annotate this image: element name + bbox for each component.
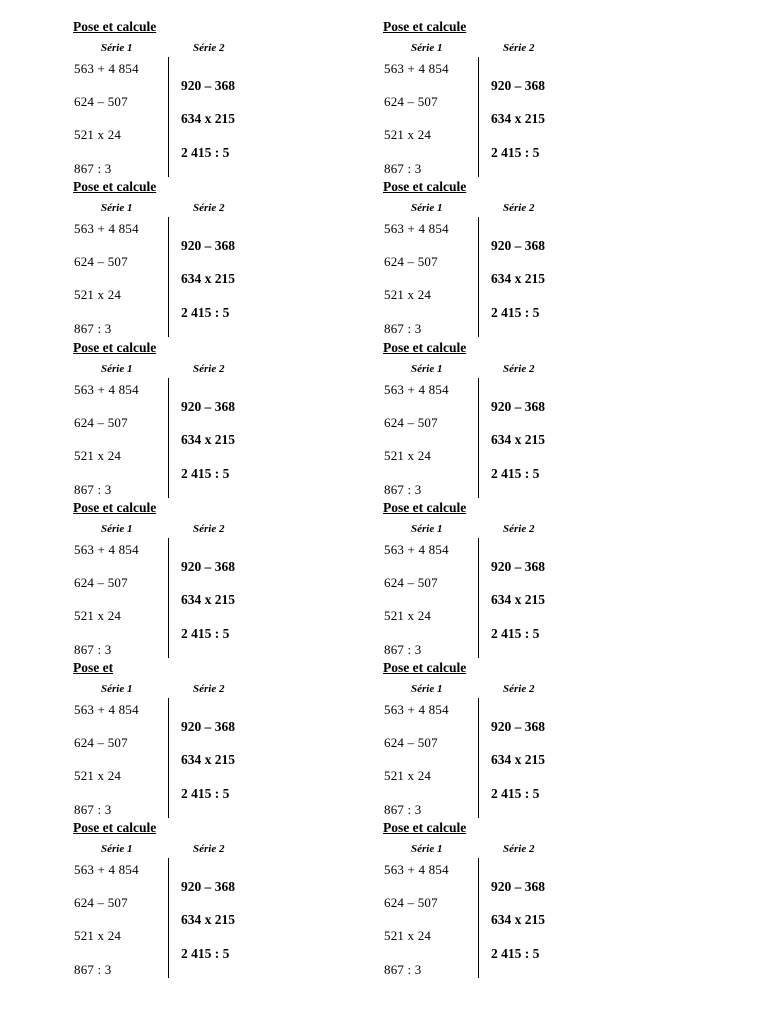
exercise-card: [383, 179, 683, 339]
serie-1-operation: 624 – 507: [74, 575, 128, 590]
serie-2-operation: 634 x 215: [181, 592, 235, 607]
serie-1-operation: 563 + 4 854: [74, 702, 139, 717]
exercise-card: [383, 660, 683, 820]
serie-2-operation: 2 415 : 5: [491, 626, 540, 641]
serie-1-operation: 521 x 24: [74, 608, 122, 623]
column-divider: [168, 858, 169, 978]
serie-1-operation: 867 : 3: [384, 642, 422, 657]
serie-1-operation: 624 – 507: [74, 94, 128, 109]
serie-1-operation: 867 : 3: [384, 161, 422, 176]
serie-2-operation: 920 – 368: [181, 559, 235, 574]
card-title: Pose et calcule: [73, 19, 157, 34]
serie-2-header: Série 2: [193, 683, 225, 695]
serie-2-header: Série 2: [193, 843, 225, 855]
serie-2-header: Série 2: [193, 202, 225, 214]
serie-2-operation: 920 – 368: [181, 238, 235, 253]
exercise-card: [73, 19, 373, 179]
column-divider: [478, 858, 479, 978]
serie-2-operation: 920 – 368: [491, 719, 545, 734]
serie-2-operation: 2 415 : 5: [181, 145, 230, 160]
serie-2-header: Série 2: [193, 523, 225, 535]
serie-1-operation: 563 + 4 854: [74, 862, 139, 877]
serie-1-header: Série 1: [411, 523, 443, 535]
exercise-card: [73, 820, 373, 980]
serie-1-operation: 521 x 24: [74, 287, 122, 302]
exercise-card: [383, 19, 683, 179]
card-title: Pose et calcule: [383, 340, 467, 355]
serie-1-operation: 563 + 4 854: [384, 862, 449, 877]
serie-1-operation: 563 + 4 854: [74, 61, 139, 76]
serie-1-operation: 563 + 4 854: [384, 542, 449, 557]
serie-1-operation: 624 – 507: [74, 895, 128, 910]
serie-2-operation: 920 – 368: [181, 879, 235, 894]
serie-1-header: Série 1: [101, 843, 133, 855]
serie-1-operation: 563 + 4 854: [384, 221, 449, 236]
serie-1-operation: 624 – 507: [74, 254, 128, 269]
serie-2-operation: 634 x 215: [181, 271, 235, 286]
serie-2-header: Série 2: [503, 523, 535, 535]
serie-1-operation: 624 – 507: [384, 94, 438, 109]
exercise-card: [73, 660, 373, 820]
serie-1-operation: 624 – 507: [384, 254, 438, 269]
card-title: Pose et calcule: [73, 500, 157, 515]
serie-1-header: Série 1: [101, 202, 133, 214]
serie-2-operation: 634 x 215: [491, 432, 545, 447]
serie-1-operation: 624 – 507: [74, 735, 128, 750]
exercise-card: [383, 500, 683, 660]
serie-1-operation: 867 : 3: [74, 962, 112, 977]
serie-2-operation: 2 415 : 5: [491, 145, 540, 160]
serie-1-operation: 521 x 24: [384, 287, 432, 302]
card-title: Pose et calcule: [73, 179, 157, 194]
serie-1-operation: 563 + 4 854: [74, 542, 139, 557]
serie-1-operation: 867 : 3: [74, 482, 112, 497]
column-divider: [478, 698, 479, 818]
serie-1-header: Série 1: [411, 42, 443, 54]
serie-1-operation: 867 : 3: [74, 161, 112, 176]
serie-2-operation: 634 x 215: [181, 432, 235, 447]
serie-1-operation: 563 + 4 854: [384, 61, 449, 76]
serie-1-operation: 563 + 4 854: [74, 382, 139, 397]
serie-1-operation: 624 – 507: [384, 415, 438, 430]
serie-2-operation: 2 415 : 5: [181, 305, 230, 320]
serie-1-header: Série 1: [101, 363, 133, 375]
serie-1-header: Série 1: [101, 523, 133, 535]
serie-1-operation: 521 x 24: [74, 768, 122, 783]
column-divider: [168, 57, 169, 177]
column-divider: [168, 698, 169, 818]
serie-2-operation: 634 x 215: [491, 111, 545, 126]
serie-2-header: Série 2: [193, 42, 225, 54]
exercise-card: [73, 340, 373, 500]
serie-2-operation: 634 x 215: [491, 271, 545, 286]
serie-2-operation: 634 x 215: [491, 912, 545, 927]
serie-1-header: Série 1: [411, 363, 443, 375]
serie-1-operation: 867 : 3: [74, 802, 112, 817]
column-divider: [478, 378, 479, 498]
exercise-card: [73, 500, 373, 660]
serie-2-operation: 920 – 368: [181, 399, 235, 414]
exercise-card: [383, 340, 683, 500]
serie-2-header: Série 2: [503, 683, 535, 695]
card-title: Pose et calcule: [383, 820, 467, 835]
serie-2-operation: 920 – 368: [491, 78, 545, 93]
serie-2-operation: 2 415 : 5: [491, 946, 540, 961]
serie-1-header: Série 1: [101, 42, 133, 54]
serie-1-operation: 624 – 507: [384, 735, 438, 750]
serie-2-operation: 634 x 215: [491, 592, 545, 607]
serie-1-operation: 563 + 4 854: [384, 382, 449, 397]
serie-2-operation: 920 – 368: [181, 719, 235, 734]
serie-1-operation: 521 x 24: [384, 768, 432, 783]
serie-1-operation: 867 : 3: [74, 642, 112, 657]
serie-1-header: Série 1: [411, 202, 443, 214]
column-divider: [478, 57, 479, 177]
serie-2-header: Série 2: [503, 843, 535, 855]
column-divider: [478, 217, 479, 337]
card-title: Pose et calcule: [383, 660, 467, 675]
column-divider: [168, 538, 169, 658]
serie-1-operation: 563 + 4 854: [384, 702, 449, 717]
serie-1-operation: 521 x 24: [74, 127, 122, 142]
serie-1-operation: 867 : 3: [384, 962, 422, 977]
serie-2-operation: 634 x 215: [181, 912, 235, 927]
serie-1-operation: 624 – 507: [384, 575, 438, 590]
serie-2-operation: 920 – 368: [491, 559, 545, 574]
serie-2-operation: 2 415 : 5: [491, 786, 540, 801]
column-divider: [478, 538, 479, 658]
column-divider: [168, 378, 169, 498]
serie-2-operation: 634 x 215: [491, 752, 545, 767]
serie-1-operation: 521 x 24: [384, 448, 432, 463]
serie-2-operation: 920 – 368: [181, 78, 235, 93]
serie-1-operation: 867 : 3: [384, 482, 422, 497]
column-divider: [168, 217, 169, 337]
serie-1-operation: 563 + 4 854: [74, 221, 139, 236]
card-title: Pose et calcule: [383, 500, 467, 515]
serie-2-header: Série 2: [503, 42, 535, 54]
serie-2-operation: 920 – 368: [491, 238, 545, 253]
exercise-card: [73, 179, 373, 339]
serie-2-operation: 2 415 : 5: [491, 466, 540, 481]
serie-1-header: Série 1: [411, 683, 443, 695]
card-title: Pose et calcule: [383, 19, 467, 34]
card-title: Pose et: [73, 660, 114, 675]
card-title: Pose et calcule: [73, 820, 157, 835]
serie-1-operation: 521 x 24: [384, 608, 432, 623]
serie-2-operation: 634 x 215: [181, 752, 235, 767]
serie-1-operation: 624 – 507: [384, 895, 438, 910]
serie-1-operation: 867 : 3: [74, 321, 112, 336]
serie-2-operation: 920 – 368: [491, 879, 545, 894]
serie-1-operation: 624 – 507: [74, 415, 128, 430]
serie-1-operation: 867 : 3: [384, 321, 422, 336]
serie-2-operation: 2 415 : 5: [181, 626, 230, 641]
serie-2-operation: 2 415 : 5: [181, 946, 230, 961]
serie-1-header: Série 1: [411, 843, 443, 855]
serie-2-operation: 2 415 : 5: [181, 786, 230, 801]
serie-1-header: Série 1: [101, 683, 133, 695]
serie-2-operation: 2 415 : 5: [181, 466, 230, 481]
serie-2-header: Série 2: [503, 202, 535, 214]
serie-2-operation: 2 415 : 5: [491, 305, 540, 320]
serie-2-header: Série 2: [503, 363, 535, 375]
exercise-card: [383, 820, 683, 980]
serie-1-operation: 521 x 24: [74, 448, 122, 463]
card-title: Pose et calcule: [73, 340, 157, 355]
card-title: Pose et calcule: [383, 179, 467, 194]
serie-1-operation: 521 x 24: [384, 928, 432, 943]
serie-1-operation: 521 x 24: [74, 928, 122, 943]
serie-1-operation: 867 : 3: [384, 802, 422, 817]
serie-2-header: Série 2: [193, 363, 225, 375]
serie-1-operation: 521 x 24: [384, 127, 432, 142]
serie-2-operation: 920 – 368: [491, 399, 545, 414]
serie-2-operation: 634 x 215: [181, 111, 235, 126]
